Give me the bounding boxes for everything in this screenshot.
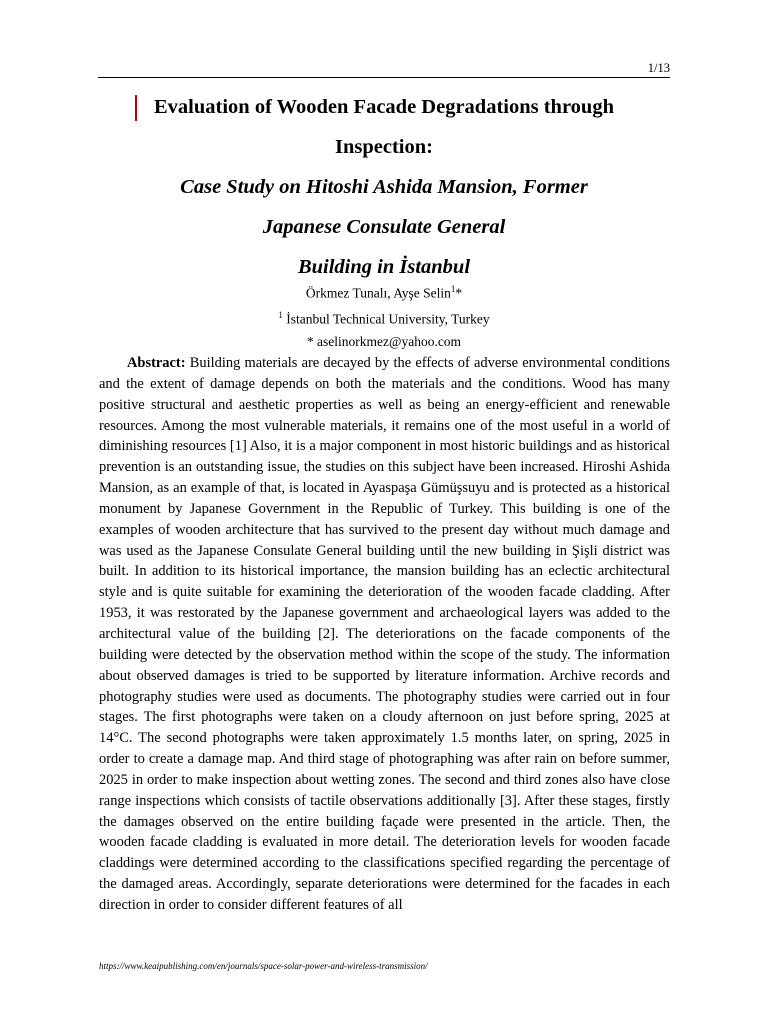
paper-title [90, 87, 678, 167]
author-names: Örkmez Tunalı, Ayşe Selin [305, 285, 451, 301]
author-affiliation-marker: 1 [450, 284, 456, 294]
abstract-text: Building materials are decayed by the effects of adverse environmental conditions and the extent of damage depends on both the materials and the conditions. Wood has many positive structural and aesthetic properties as well as being an energy-efficient and renewable resources. Among the most vulnerable materials, it remains one of the most useful in a world of diminishing resources [1] Also, it is a major component in most historic buildings and as historical prevention is an outstanding issue, the studies on this subject have been increased. Hiroshi Ashida Mansion, as an example of that, is located in Ayaspaşa Gümüşsuyu and is protected as a historical monument by Japanese Government in the Republic of Turkey. This building is one of the examples of wooden architecture that has survived to the present day without much damage and was used as the Japanese Consulate General building until the new building in Şişli district was built. In addition to its historical importance, the mansion building has an eclectic architectural style and is quite suitable for examining the deterioration of the wooden facade cladding. After 1953, it was restorated by the Japanese government and archaeological layers was added to the architectural value of the building [2]. The deteriorations on the facade components of the building were detected by the observation method within the scope of the study. The information about observed damages is tried to be supported by literature information. Archive records and photography studies were used as documents. The photography studies were carried out in four stages. The first photographs were taken on a cloudy afternoon on just before spring, 2025 at 14°C. The second photographs were taken approximately 1.5 months later, on spring, 2025 in order to create a damage map. And third stage of photographing was after rain on before summer, 2025 in order to make inspection about wetting zones. The second and third zones also have close range inspections which consists of tactile observations additionally [3]. After these stages, firstly the damages observed on the entire building façade were presented in the article. Then, the wooden facade cladding is evaluated in more detail. The deterioration levels for wooden facade claddings were determined according to the classifications specified regarding the percentage of the damaged areas. Accordingly, separate deteriorations were determined for the facades in each direction in order to consider different features of all [99, 355, 671, 913]
corresponding-author-star: * [455, 285, 463, 301]
abstract [99, 353, 670, 916]
affiliation-text: İstanbul Technical University, Turkey [286, 311, 490, 327]
paper-subtitle [90, 167, 678, 287]
abstract-label: Abstract: [127, 355, 186, 371]
title-line-1: Evaluation of Wooden Facade Degradations through [154, 96, 614, 118]
subtitle-line-1: Case Study on Hitoshi Ashida Mansion, Former [180, 176, 588, 198]
author-list [98, 284, 670, 302]
title-line-2: Inspection: [335, 136, 433, 158]
affiliation-marker: 1 [278, 310, 283, 320]
footer-url[interactable]: https://www.keaipublishing.com/en/journals/space-solar-power-and-wireless-transmission/ [99, 961, 428, 971]
page-number: 1/13 [647, 61, 670, 75]
affiliation [98, 310, 670, 328]
header-rule [98, 77, 670, 78]
subtitle-line-3: Building in İstanbul [297, 256, 471, 278]
author-email: * aselinorkmez@yahoo.com [306, 334, 462, 349]
subtitle-line-2: Japanese Consulate General [262, 216, 506, 238]
